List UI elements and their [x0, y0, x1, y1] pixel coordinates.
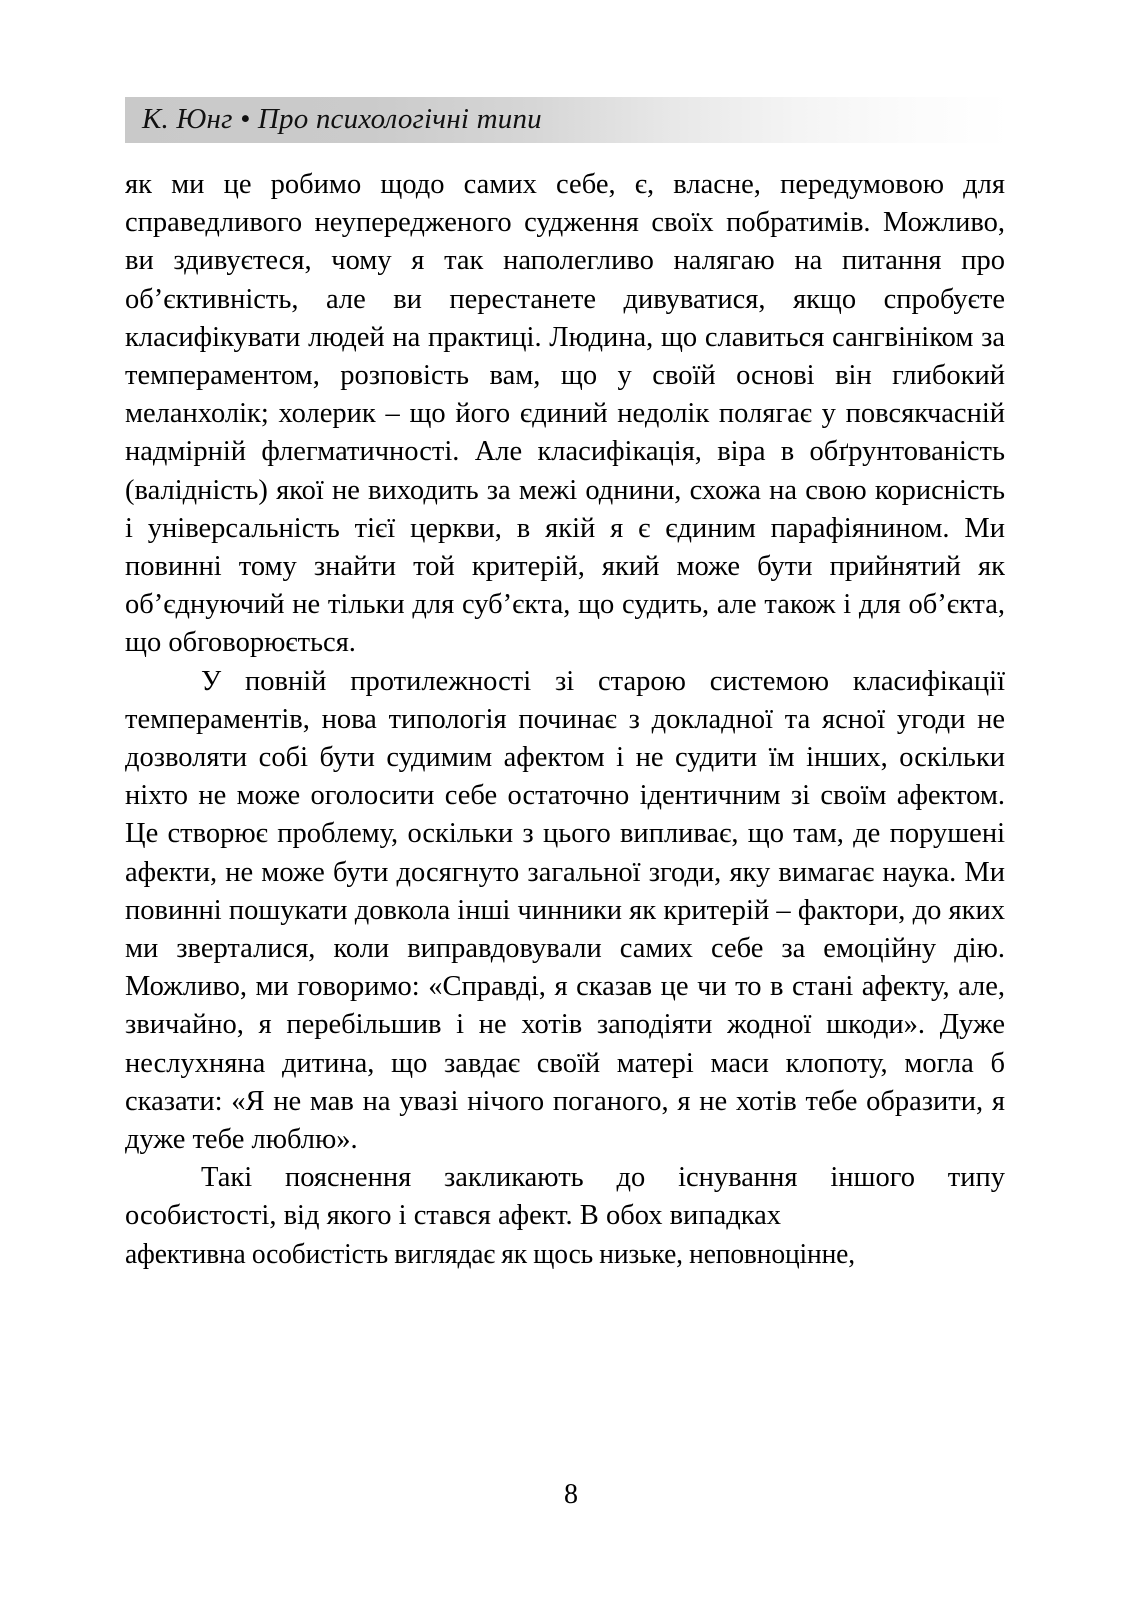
- body-paragraph-2: У повній протилежності зі старою системою класифікації темпераментів, нова типологія починає з докладної та ясної угоди не дозволяти собі бути судимим афектом і не судити їм інших, оскільки ніхто не може оголосити себе остаточно ідентичним зі своїм афектом. Це створює проблему, оскільки з цього випливає, що там, де порушені афекти, не може бути досягнуто загальної згоди, яку вимагає наука. Ми повинні пошукати довкола інші чинники як критерій – фактори, до яких ми зверталися, коли виправдовували самих себе за емоційну дію. Можливо, ми говоримо: «Справді, я сказав це чи то в стані афекту, але, звичайно, я перебільшив і не хотів заподіяти жодної шкоди». Дуже неслухняна дитина, що завдає своїй матері маси клопоту, могла б сказати: «Я не мав на увазі нічого поганого, я не хотів тебе образити, я дуже тебе люблю».: [125, 665, 1005, 1156]
- page-text-block: [125, 166, 1005, 1274]
- body-paragraph-3: Такі пояснення закликають до існування іншого типу особистості, від якого і стався афект. В обох випадках: [125, 1162, 1005, 1232]
- body-paragraph-3-last-line: афективна особистість виглядає як щось низьке, неповноцінне,: [125, 1238, 855, 1270]
- running-head-band: [125, 97, 1010, 143]
- page-number: 8: [564, 1479, 578, 1510]
- body-paragraph-1: як ми це робимо щодо самих себе, є, власне, передумовою для справедливого неупередженого судження своїх побратимів. Можливо, ви здивуєтеся, чому я так наполегливо налягаю на питання про об’єктивність, але ви перестанете дивуватися, якщо спробуєте класифікувати людей на практиці. Людина, що славиться сангвініком за темпераментом, розповість вам, що у своїй основі він глибокий меланхолік; холерик – що його єдиний недолік полягає у повсякчасній надмірній флегматичності. Але класифікація, віра в обґрунтованість (валідність) якої не виходить за межі однини, схожа на свою корисність і універсальність тієї церкви, в якій я є єдиним парафіянином. Ми повинні тому знайти той критерій, який може бути прийнятий як об’єднуючий не тільки для суб’єкта, що судить, але також і для об’єкта, що обговорюється.: [125, 169, 1005, 659]
- running-head-text: К. Юнг • Про психологічні типи: [142, 102, 542, 135]
